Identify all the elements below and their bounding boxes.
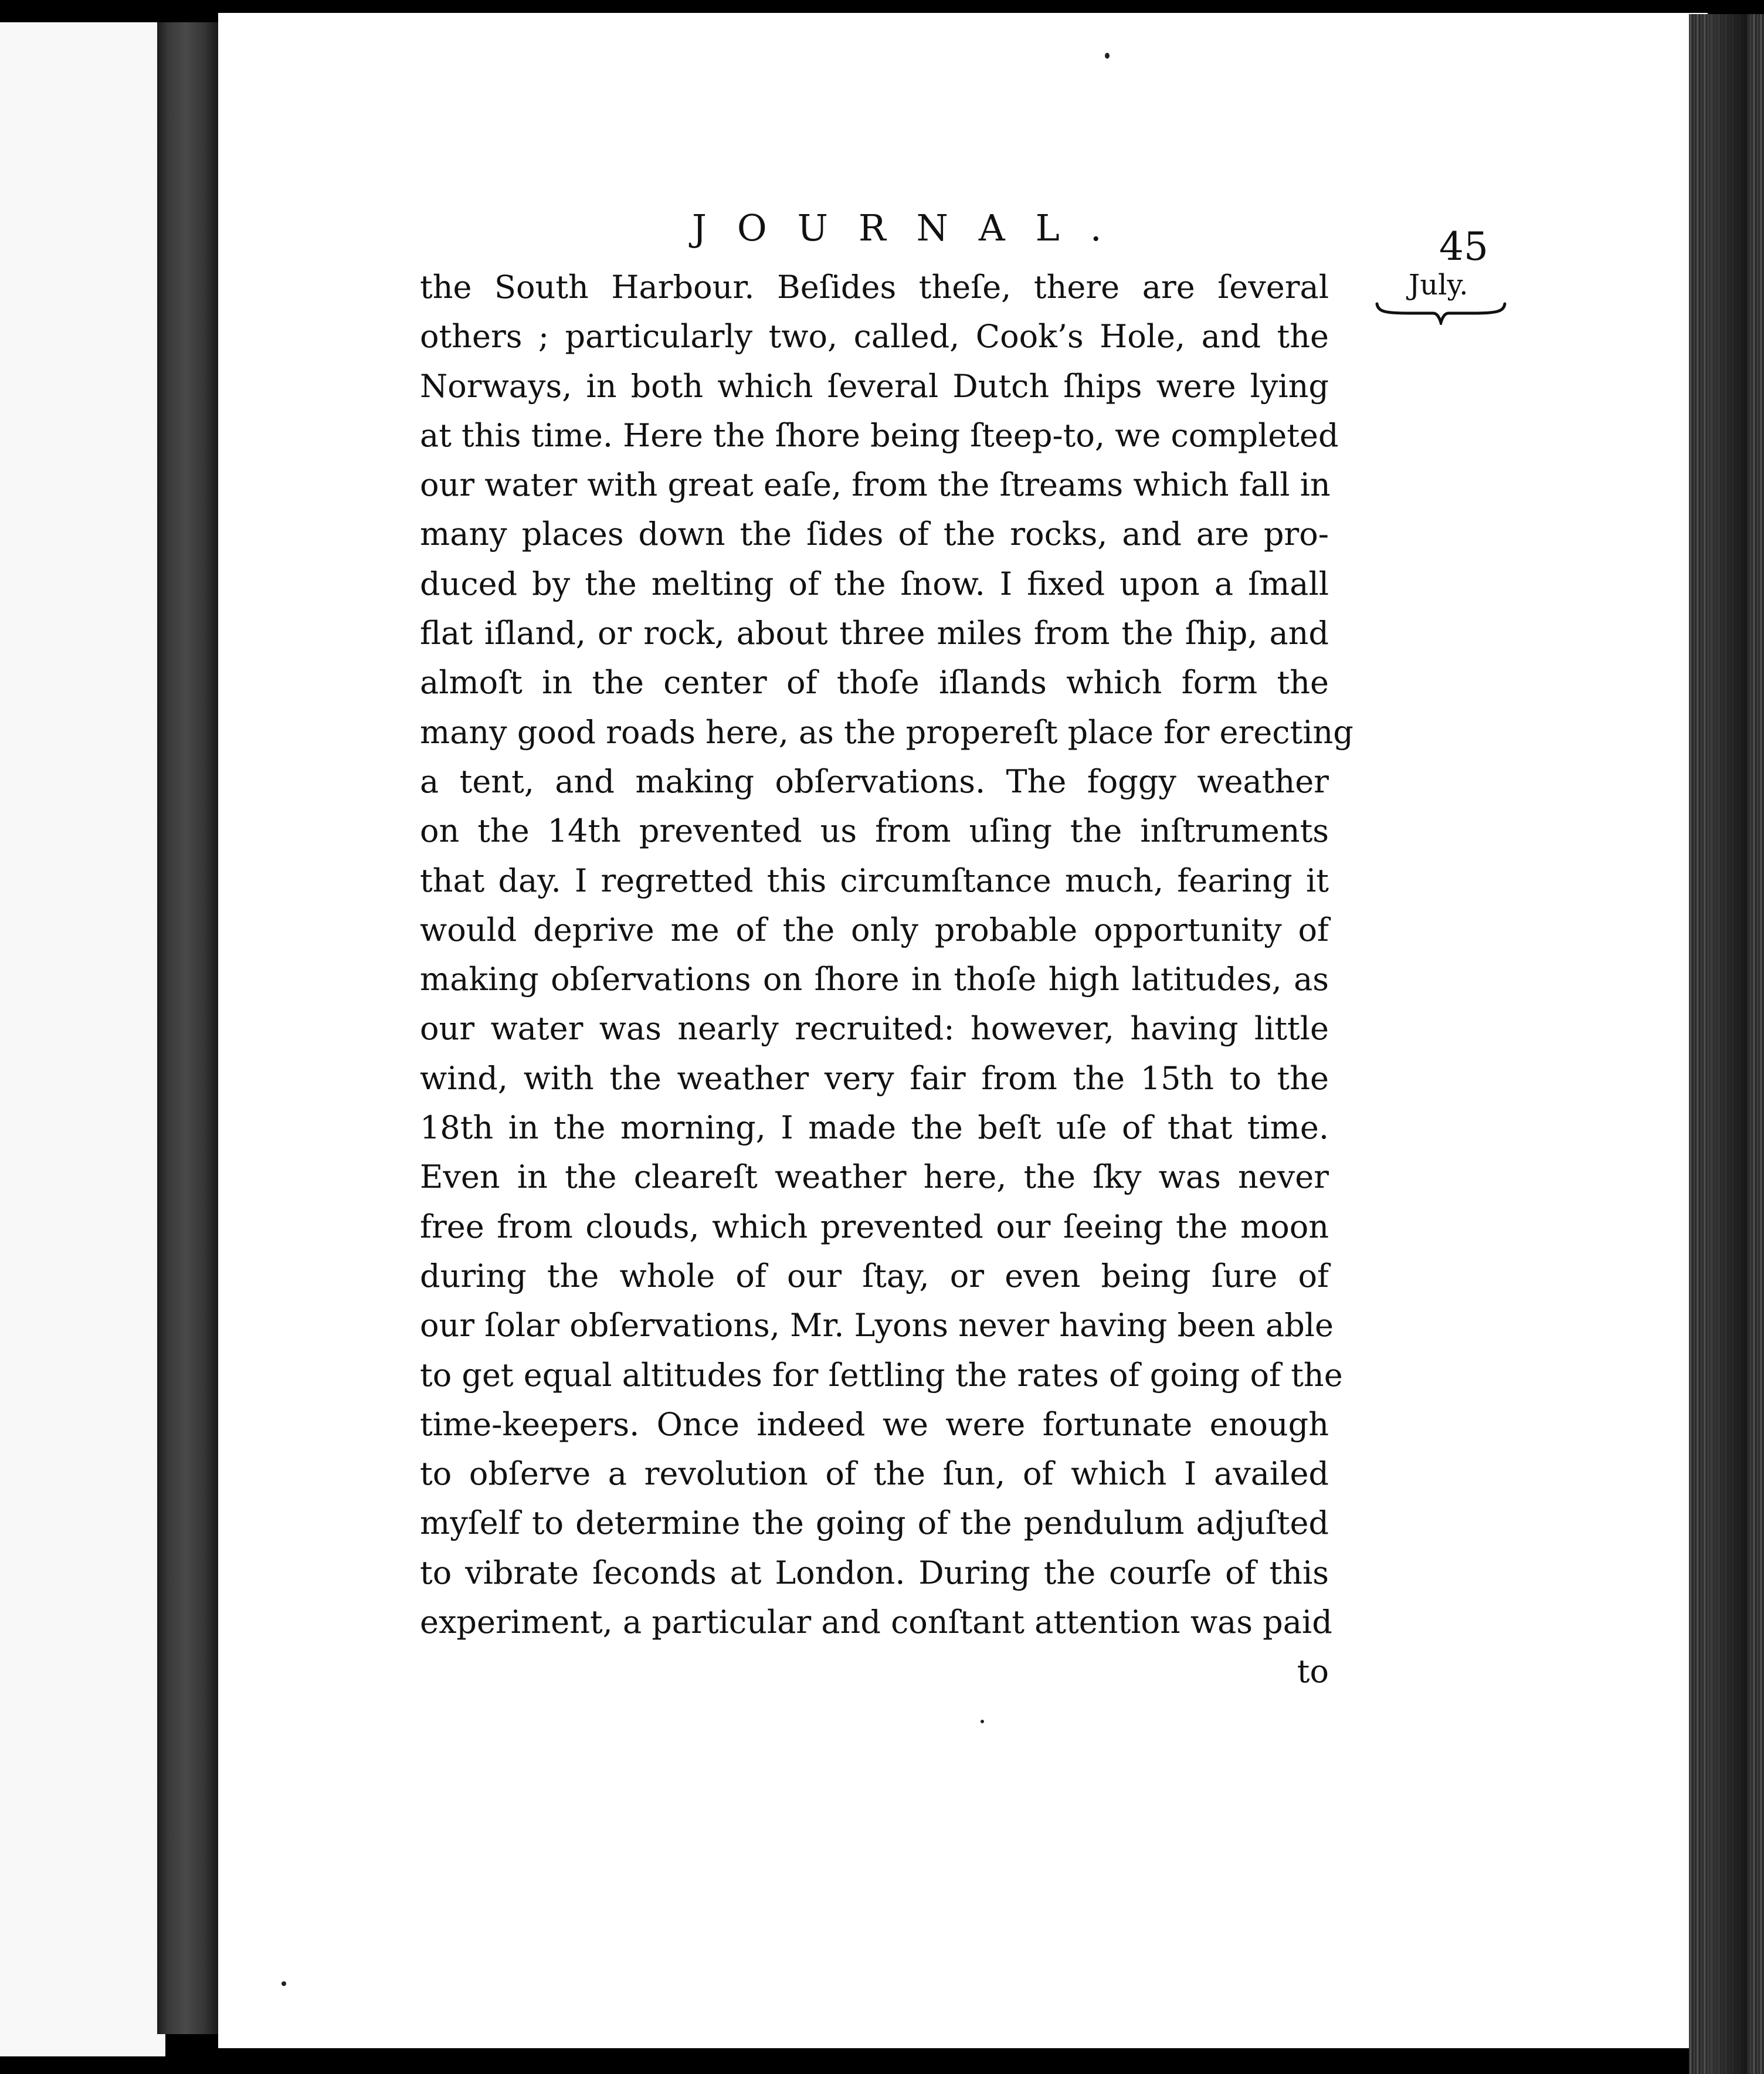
page-fore-edge-shadow [1707,14,1748,2074]
text-line: many good roads here, as the propereſt place for erecting [420,713,1353,751]
text-line: to obſerve a revolution of the ſun, of which I availed [420,1455,1329,1493]
text-line: free from clouds, which prevented our ſeeing the moon [420,1208,1329,1245]
text-line: our water with great eaſe, from the ſtreams which fall in [420,466,1331,504]
text-line: many places down the ſides of the rocks, and are pro- [420,516,1329,553]
text-line: Even in the cleareſt weather here, the ſky was never [420,1158,1329,1196]
body-text [420,263,1353,1697]
text-line: a tent, and making obſervations. The foggy weather [420,762,1329,800]
text-line: the South Harbour. Beſides theſe, there are ſeveral [420,269,1329,306]
text-line: during the whole of our ſtay, or even being ſure of [420,1257,1329,1294]
text-line: almoſt in the center of thoſe iſlands which form the [420,664,1329,702]
ink-speck [1105,53,1110,59]
text-line: 18th in the morning, I made the beſt uſe of that time. [420,1109,1329,1147]
text-line: our ſolar obſervations, Mr. Lyons never having been able [420,1307,1334,1344]
page-number: 45 [1439,224,1488,269]
margin-brace-icon [1375,301,1507,325]
text-line: duced by the melting of the ſnow. I fixed upon a ſmall [420,565,1329,602]
ink-speck [281,1981,286,1986]
text-line: experiment, a particular and conſtant attention was paid [420,1604,1332,1641]
text-line: time-keepers. Once indeed we were fortunate enough [420,1405,1329,1443]
text-line: that day. I regretted this circumſtance much, fearing it [420,862,1329,899]
text-line: Norways, in both which ſeveral Dutch ſhips were lying [420,367,1329,405]
book-gutter [157,22,220,2034]
text-line: wind, with the weather very fair from the 15th to the [420,1059,1329,1097]
text-line: on the 14th prevented us from uſing the inſtruments [420,812,1329,850]
catchword: to [1297,1653,1329,1690]
text-line: to vibrate ſeconds at London. During the courſe of this [420,1554,1329,1591]
ink-speck [981,1720,984,1723]
text-line: others ; particularly two, called, Cook’s Hole, and the [420,318,1329,355]
text-line: would deprive me of the only probable opportunity of [420,911,1329,948]
left-page-edge [0,22,165,2056]
text-line: making obſervations on ſhore in thoſe high latitudes, as [420,961,1329,998]
margin-note: July. [1409,269,1468,301]
text-line: to get equal altitudes for ſettling the rates of going of the [420,1356,1343,1394]
text-line: myſelf to determine the going of the pendulum adjuſted [420,1504,1329,1542]
text-line: flat iſland, or rock, about three miles from the ſhip, and [420,615,1329,652]
text-line: at this time. Here the ſhore being ſteep-to, we completed [420,416,1339,454]
text-line: our water was nearly recruited: however, having little [420,1010,1329,1048]
running-head: JOURNAL. [692,206,1132,249]
